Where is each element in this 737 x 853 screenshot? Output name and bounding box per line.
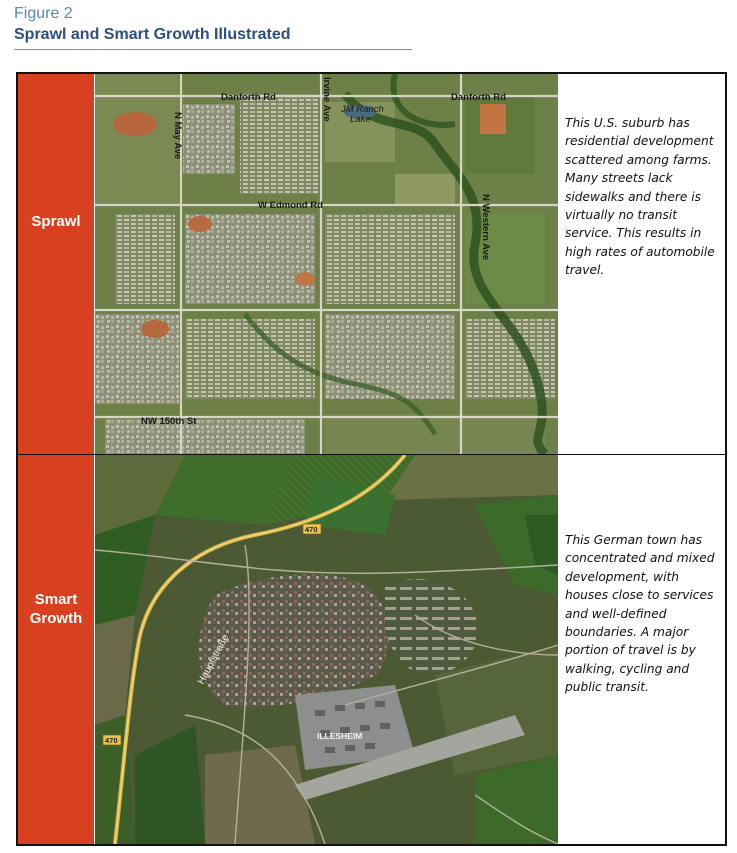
map-label-n-may: N May Ave	[172, 112, 183, 160]
smart-growth-label-line2: Growth	[29, 610, 83, 627]
smart-growth-side-bar	[18, 455, 94, 844]
sprawl-side-bar	[18, 74, 94, 454]
sprawl-row	[18, 74, 725, 455]
title-divider	[14, 49, 412, 50]
map-label-w-edmond: W Edmond Rd	[258, 200, 323, 211]
sprawl-map-image	[95, 74, 558, 454]
map-label-jm-ranch: JM Ranch	[341, 104, 384, 115]
smart-growth-label-line1: Smart	[34, 591, 78, 608]
smart-growth-description: This German town has concentrated and mixed development, with houses close to services and well-defined boundaries. A major portion of travel is by walking, cycling and public transit.	[565, 533, 715, 695]
road-470-shield-top: 470	[305, 525, 318, 534]
road-470-shield-bottom: 470	[105, 736, 118, 745]
map-label-irvine: Irvine Ave	[321, 77, 332, 122]
sprawl-description: This U.S. suburb has residential development scattered among farms. Many streets lack sidewalks and there is virtually no transit service. This results in high rates of automobile travel.	[565, 116, 715, 278]
map-label-illesheim: ILLESHEIM	[317, 731, 363, 741]
sprawl-label: Sprawl	[31, 213, 81, 230]
smart-growth-aerial-map	[95, 455, 558, 844]
comparison-table	[16, 72, 727, 846]
map-label-danforth-left: Danforth Rd	[221, 92, 276, 103]
map-label-hauptstrasse: Hauptstraße	[195, 632, 232, 687]
smart-growth-row	[18, 455, 725, 844]
sprawl-aerial-map	[95, 74, 558, 454]
map-label-nw-150th: NW 150th St	[141, 416, 197, 427]
map-label-lake: Lake	[350, 114, 371, 125]
smart-growth-map-image	[95, 455, 558, 844]
map-label-n-western: N Western Ave	[480, 194, 491, 261]
figure-label: Figure 2	[14, 5, 73, 22]
map-label-danforth-right: Danforth Rd	[451, 92, 506, 103]
figure-title: Sprawl and Smart Growth Illustrated	[14, 26, 291, 43]
